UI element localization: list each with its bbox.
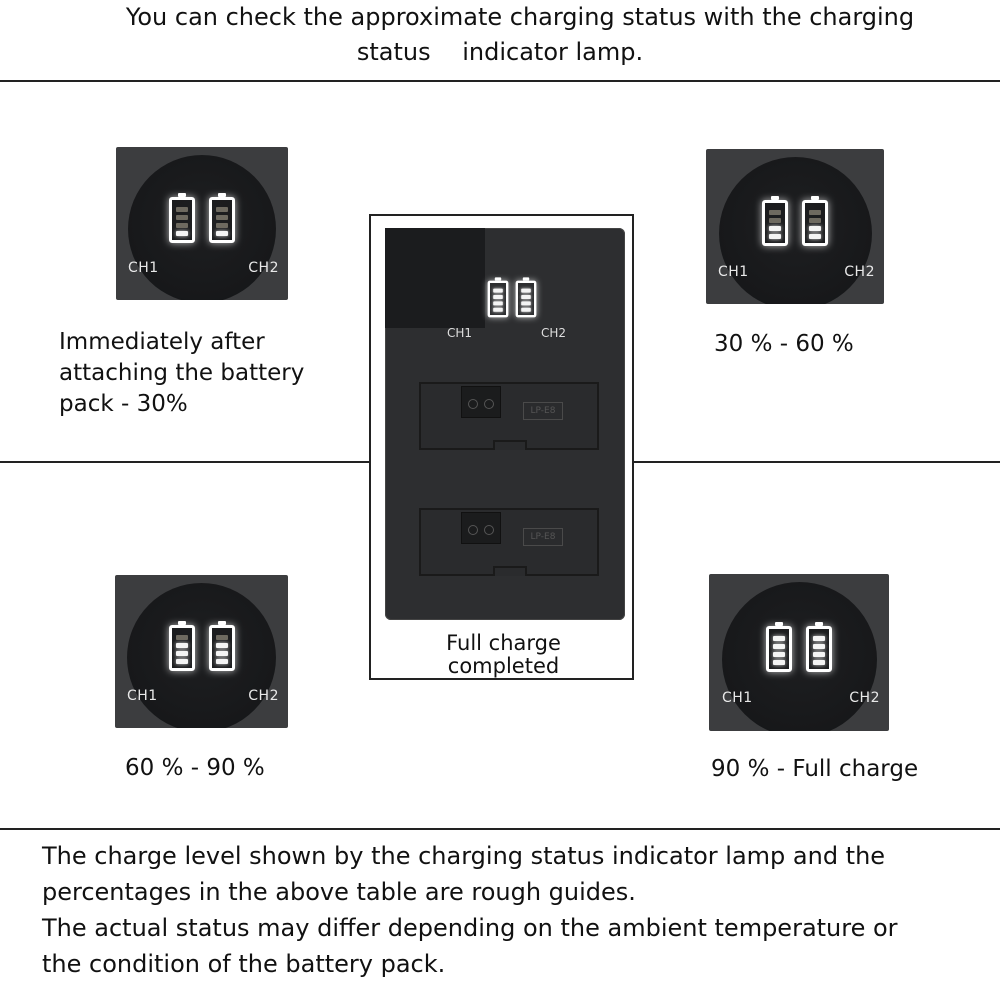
charger-figure bbox=[369, 214, 634, 680]
ch1-bar-3 bbox=[176, 215, 188, 220]
ch1-bar-3 bbox=[773, 644, 785, 649]
ch2-bar-3 bbox=[216, 643, 228, 648]
caption-0-30-line-2: attaching the battery bbox=[59, 360, 305, 386]
header-line-2: status indicator lamp. bbox=[356, 38, 644, 66]
ch2-label: CH2 bbox=[844, 264, 875, 280]
ch2-bar-2 bbox=[809, 226, 821, 231]
charger-ch2-bar-1 bbox=[521, 308, 531, 312]
ch1-label: CH1 bbox=[718, 264, 749, 280]
ch1-label: CH1 bbox=[722, 690, 753, 706]
ch1-bar-1 bbox=[769, 234, 781, 239]
lamp-photo-60-90 bbox=[115, 575, 288, 728]
charger-caption-line-1: Full charge bbox=[446, 631, 561, 655]
slot-2-model-label: LP-E8 bbox=[523, 528, 563, 546]
ch1-bar-4 bbox=[769, 210, 781, 215]
ch2-battery-icon bbox=[806, 626, 832, 672]
indicator-disc bbox=[719, 157, 872, 304]
caption-90-full: 90 % - Full charge bbox=[711, 756, 919, 782]
ch2-bar-1 bbox=[216, 659, 228, 664]
ch2-label: CH2 bbox=[849, 690, 880, 706]
ch2-battery-icon bbox=[802, 200, 828, 246]
indicator-disc bbox=[127, 583, 276, 728]
charger-ch1-bar-3 bbox=[493, 295, 503, 299]
slot-2-contacts bbox=[461, 512, 501, 544]
ch2-bar-2 bbox=[216, 223, 228, 228]
ch1-battery-icon bbox=[766, 626, 792, 672]
ch2-label: CH2 bbox=[248, 688, 279, 704]
middle-rule-right bbox=[634, 461, 1000, 463]
charger-ch2-battery-icon bbox=[516, 281, 537, 318]
ch2-label: CH2 bbox=[248, 260, 279, 276]
charger-body bbox=[385, 228, 625, 620]
ch1-bar-4 bbox=[176, 207, 188, 212]
lamp-photo-90-full bbox=[709, 574, 889, 731]
ch2-bar-1 bbox=[813, 660, 825, 665]
battery-slot-1 bbox=[419, 382, 599, 450]
ch1-bar-4 bbox=[176, 635, 188, 640]
charger-ch1-label: CH1 bbox=[447, 326, 473, 340]
ch2-bar-4 bbox=[809, 210, 821, 215]
slot-1-contacts bbox=[461, 386, 501, 418]
ch2-battery-icon bbox=[209, 197, 235, 243]
ch1-bar-2 bbox=[769, 226, 781, 231]
battery-slot-2 bbox=[419, 508, 599, 576]
ch1-bar-1 bbox=[176, 231, 188, 236]
ch2-bar-1 bbox=[216, 231, 228, 236]
ch2-bar-4 bbox=[216, 207, 228, 212]
caption-0-30-line-1: Immediately after bbox=[59, 329, 265, 355]
ch1-bar-3 bbox=[176, 643, 188, 648]
ch1-label: CH1 bbox=[127, 688, 158, 704]
ch2-battery-icon bbox=[209, 625, 235, 671]
charger-indicator-disc bbox=[385, 228, 485, 328]
indicator-disc bbox=[722, 582, 877, 731]
ch1-bar-3 bbox=[769, 218, 781, 223]
middle-rule-left bbox=[0, 461, 370, 463]
ch2-bar-3 bbox=[813, 644, 825, 649]
header-line-1: You can check the approximate charging status with the charging bbox=[125, 3, 915, 31]
ch1-bar-2 bbox=[176, 223, 188, 228]
lamp-photo-0-30 bbox=[116, 147, 288, 300]
charger-ch1-bar-1 bbox=[493, 308, 503, 312]
caption-60-90: 60 % - 90 % bbox=[125, 755, 265, 781]
footer-line-2: percentages in the above table are rough guides. bbox=[42, 878, 636, 906]
charger-ch2-bar-3 bbox=[521, 295, 531, 299]
ch1-label: CH1 bbox=[128, 260, 159, 276]
lamp-photo-30-60 bbox=[706, 149, 884, 304]
slot-1-model-label: LP-E8 bbox=[523, 402, 563, 420]
caption-0-30 bbox=[59, 327, 304, 420]
ch1-bar-1 bbox=[773, 660, 785, 665]
ch2-bar-3 bbox=[809, 218, 821, 223]
ch2-bar-2 bbox=[813, 652, 825, 657]
ch2-bar-1 bbox=[809, 234, 821, 239]
footer-line-4: the condition of the battery pack. bbox=[42, 950, 446, 978]
ch1-battery-icon bbox=[169, 625, 195, 671]
ch2-bar-3 bbox=[216, 215, 228, 220]
ch1-bar-2 bbox=[773, 652, 785, 657]
footer-note bbox=[42, 838, 898, 982]
ch1-bar-4 bbox=[773, 636, 785, 641]
bottom-rule bbox=[0, 828, 1000, 830]
footer-line-3: The actual status may differ depending on the ambient temperature or bbox=[42, 914, 898, 942]
caption-0-30-line-3: pack - 30% bbox=[59, 391, 188, 417]
charger-ch2-bar-4 bbox=[521, 289, 531, 293]
ch1-bar-2 bbox=[176, 651, 188, 656]
ch2-bar-4 bbox=[813, 636, 825, 641]
charger-ch1-bar-4 bbox=[493, 289, 503, 293]
charger-ch1-bar-2 bbox=[493, 301, 503, 305]
slot-1-notch bbox=[493, 440, 527, 450]
charger-ch2-bar-2 bbox=[521, 301, 531, 305]
footer-line-1: The charge level shown by the charging status indicator lamp and the bbox=[42, 842, 886, 870]
charger-ch2-label: CH2 bbox=[541, 326, 567, 340]
charger-ch1-battery-icon bbox=[488, 281, 509, 318]
ch1-bar-1 bbox=[176, 659, 188, 664]
top-rule bbox=[0, 80, 1000, 82]
charger-caption-line-2: completed bbox=[447, 654, 560, 678]
ch1-battery-icon bbox=[762, 200, 788, 246]
ch2-bar-4 bbox=[216, 635, 228, 640]
slot-2-notch bbox=[493, 566, 527, 576]
ch2-bar-2 bbox=[216, 651, 228, 656]
indicator-disc bbox=[128, 155, 276, 300]
ch1-battery-icon bbox=[169, 197, 195, 243]
caption-30-60: 30 % - 60 % bbox=[714, 331, 854, 357]
